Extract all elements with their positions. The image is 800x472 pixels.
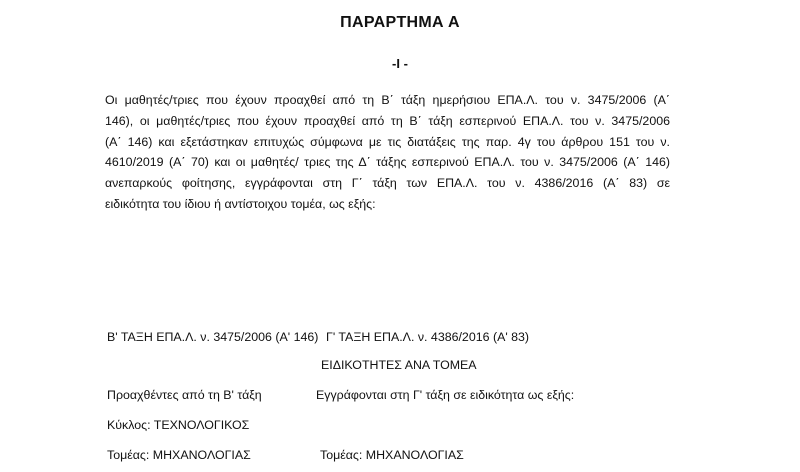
section-numeral: -I - <box>392 56 408 71</box>
cycle-label: Κύκλος: ΤΕΧΝΟΛΟΓΙΚΟΣ <box>107 418 250 432</box>
right-column-caption: Εγγράφονται στη Γ' τάξη σε ειδικότητα ως εξής: <box>316 388 575 402</box>
intro-line: ανεπαρκούς φοίτησης, εγγράφονται στη Γ΄ τάξη των ΕΠΑ.Λ. του ν. 4386/2016 (Α΄ 83) σε <box>105 176 670 191</box>
left-column-caption: Προαχθέντες από τη Β' τάξη <box>107 388 262 402</box>
intro-line: Οι μαθητές/τριες που έχουν προαχθεί από τη Β΄ τάξη ημερήσιου ΕΠΑ.Λ. του ν. 3475/2006 (Α΄ <box>105 93 670 107</box>
intro-paragraph <box>105 90 670 215</box>
right-column-subheader: ΕΙΔΙΚΟΤΗΤΕΣ ΑΝΑ ΤΟΜΕΑ <box>321 358 477 372</box>
right-column-header: Γ' ΤΑΞΗ ΕΠΑ.Λ. ν. 4386/2016 (Α' 83) <box>326 330 530 344</box>
left-column-header: Β' ΤΑΞΗ ΕΠΑ.Λ. ν. 3475/2006 (Α' 146) <box>107 330 319 344</box>
intro-line: 146), οι μαθητές/τριες που έχουν προαχθεί από τη Β΄ τάξη εσπερινού ΕΠΑ.Λ. του ν. 3475/2006 <box>105 113 670 128</box>
intro-line: (Α΄ 146) και εξετάστηκαν επιτυχώς σύμφωνα με τις διατάξεις της παρ. 4γ του άρθρου 151 του ν. <box>105 134 670 149</box>
intro-line: 4610/2019 (Α΄ 70) και οι μαθητές/ τριες της Δ΄ τάξης εσπερινού ΕΠΑ.Λ. του ν. 3475/2006 (Α΄ 146) <box>105 155 670 170</box>
left-sector-label: Τομέας: ΜΗΧΑΝΟΛΟΓΙΑΣ <box>107 448 251 462</box>
right-sector-label: Τομέας: ΜΗΧΑΝΟΛΟΓΙΑΣ <box>320 448 464 462</box>
intro-line: ειδικότητα του ίδιου ή αντίστοιχου τομέα, ως εξής: <box>105 196 376 211</box>
annex-title: ΠΑΡΑΡΤΗΜΑ Α <box>340 14 460 31</box>
